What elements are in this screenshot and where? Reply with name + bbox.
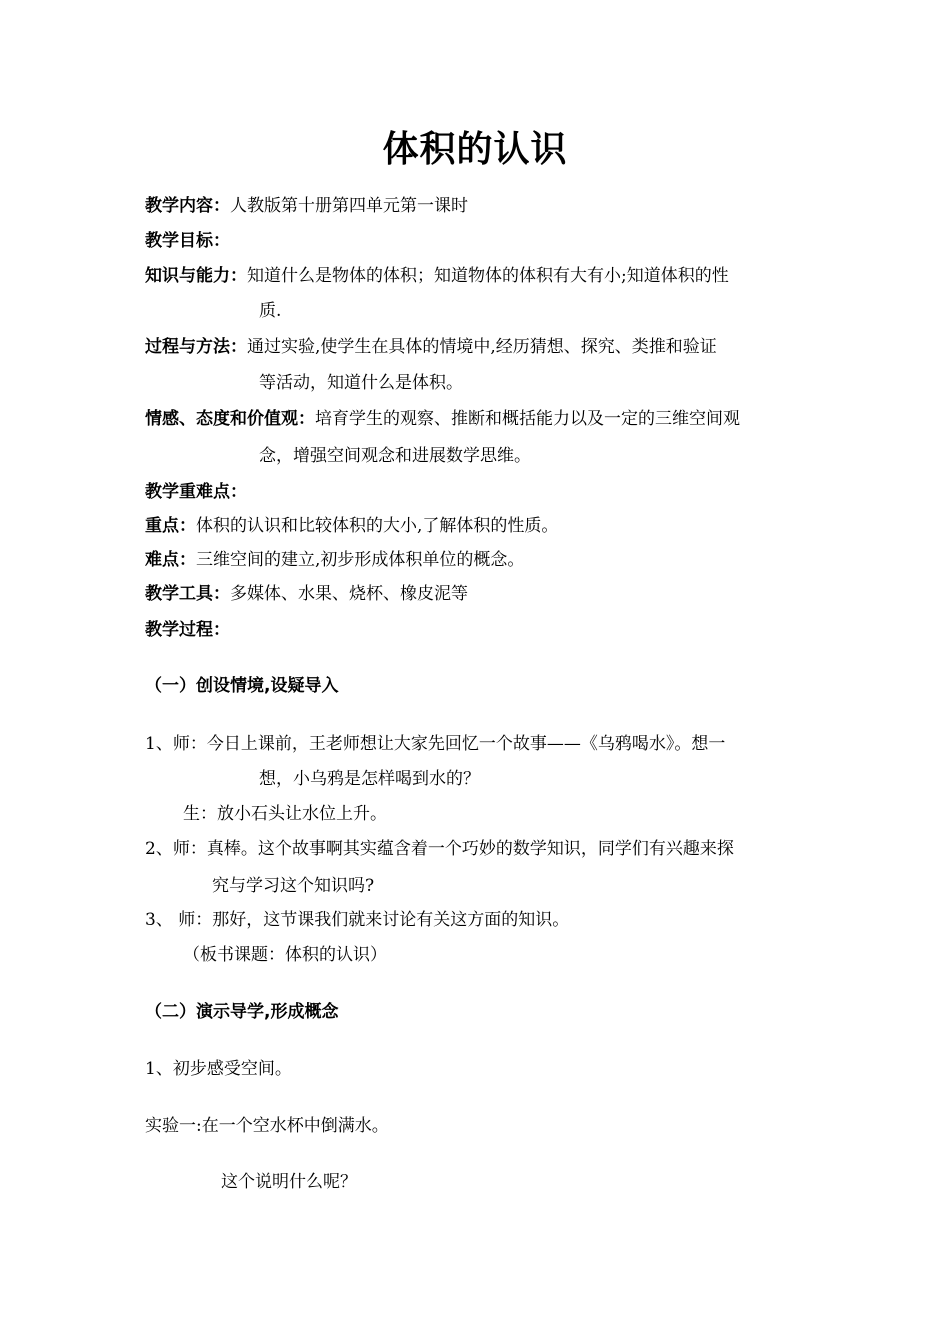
content-value: 人教版第十册第四单元第一课时 [230, 196, 468, 216]
process-title: 教学过程： [145, 620, 230, 640]
knowledge-line1: 知道什么是物体的体积；知道物体的体积有大有小;知道体积的性 [247, 266, 729, 286]
question-line: 这个说明什么呢？ [221, 1172, 357, 1192]
knowledge-label: 知识与能力： [145, 266, 247, 286]
document-title: 体积的认识 [382, 129, 568, 170]
s1-item2-line1: 2、师：真棒。这个故事啊其实蕴含着一个巧妙的数学知识，同学们有兴趣来探 [145, 839, 734, 859]
focus-label: 重点： [145, 516, 196, 536]
section2-heading: （二）演示导学,形成概念 [145, 1002, 339, 1022]
process-line1: 通过实验,使学生在具体的情境中,经历猜想、探究、类推和验证 [247, 337, 717, 357]
experiment1: 实验一:在一个空水杯中倒满水。 [145, 1116, 389, 1136]
s1-item3: 3、 师：那好，这节课我们就来讨论有关这方面的知识。 [145, 910, 570, 930]
section1-heading: （一）创设情境,设疑导入 [145, 676, 339, 696]
difficulty-value: 三维空间的建立,初步形成体积单位的概念。 [196, 550, 525, 570]
s1-board-note: （板书课题：体积的认识） [183, 945, 387, 965]
content-row [145, 196, 468, 216]
keypoints-label: 教学重难点： [145, 482, 247, 502]
tools-label: 教学工具： [145, 584, 230, 604]
emotion-row [145, 409, 740, 429]
knowledge-row [145, 266, 729, 286]
process-row [145, 337, 717, 357]
content-label: 教学内容： [145, 196, 230, 216]
s2-item1: 1、初步感受空间。 [145, 1059, 292, 1079]
s1-item1-line2: 想，小乌鸦是怎样喝到水的？ [259, 769, 480, 789]
focus-value: 体积的认识和比较体积的大小,了解体积的性质。 [196, 516, 559, 536]
tools-value: 多媒体、水果、烧杯、橡皮泥等 [230, 584, 468, 604]
s1-student-answer: 生：放小石头让水位上升。 [183, 804, 387, 824]
process-label: 过程与方法： [145, 337, 247, 357]
s1-item1-line1: 1、师：今日上课前，王老师想让大家先回忆一个故事——《乌鸦喝水》。想一 [145, 734, 726, 754]
focus-row [145, 516, 558, 536]
difficulty-row [145, 550, 524, 570]
emotion-label: 情感、态度和价值观： [145, 409, 315, 429]
knowledge-line2: 质. [259, 301, 282, 321]
s1-item2-line2: 究与学习这个知识吗? [212, 876, 375, 896]
emotion-line2: 念，增强空间观念和进展数学思维。 [259, 446, 531, 466]
goals-label: 教学目标： [145, 231, 230, 251]
process-line2: 等活动，知道什么是体积。 [259, 373, 463, 393]
tools-row [145, 584, 468, 604]
difficulty-label: 难点： [145, 550, 196, 570]
emotion-line1: 培育学生的观察、推断和概括能力以及一定的三维空间观 [315, 409, 740, 429]
